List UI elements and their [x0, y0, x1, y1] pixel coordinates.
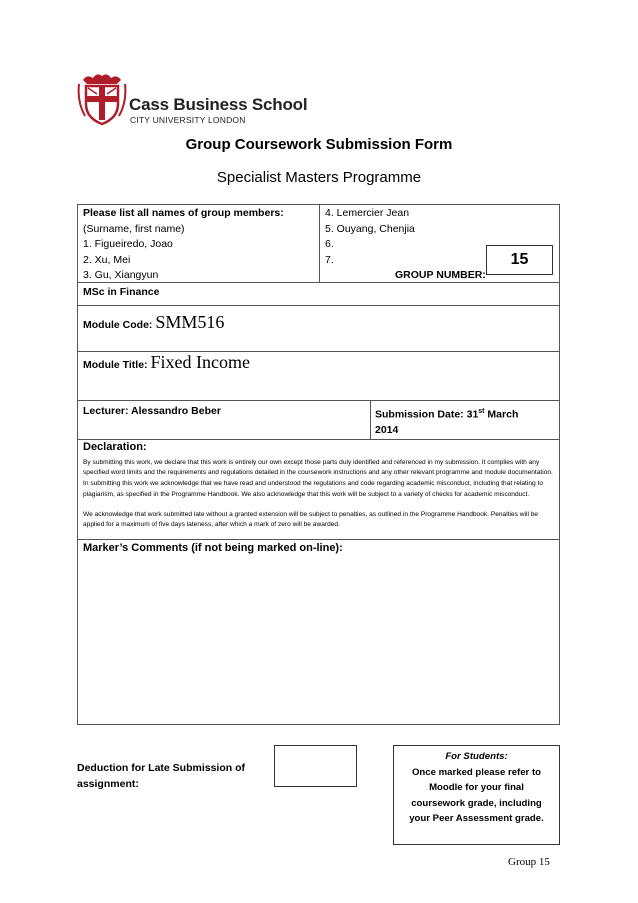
- module-title-row: [83, 352, 250, 374]
- declaration: [83, 440, 555, 531]
- member-6: 6.: [325, 238, 334, 250]
- logo-sub: CITY UNIVERSITY LONDON: [130, 115, 246, 125]
- submission-date: Submission Date: 31st March 2014: [375, 408, 519, 436]
- member-5: 5. Ouyang, Chenjia: [325, 222, 415, 235]
- members-format: (Surname, first name): [83, 222, 185, 235]
- member-7: 7.: [325, 253, 334, 266]
- form-subtitle: Specialist Masters Programme: [216, 169, 422, 186]
- submission-form: [77, 204, 560, 725]
- module-title-value: Fixed Income: [150, 352, 250, 372]
- deduction-label: Deduction for Late Submission of assignment:: [77, 762, 246, 790]
- group-number-label: GROUP NUMBER:: [395, 269, 486, 281]
- logo-name: Cass Business School: [129, 95, 308, 114]
- module-code-label: Module Code:: [83, 319, 153, 331]
- module-code-row: [83, 312, 225, 334]
- declaration-para-1: By submitting this work, we declare that this work is entirely our own except those parts duly identified and referenced in my submission. It complies with any specified word limits and the requirements and regulations detailed in the coursework instructions and any other relevant programme and module documentation. In submitting this work we acknowledge that we have read and understood the regulations and code regarding academic misconduct, including that relating to plagiarism, as specified in the Programme Handbook. We also acknowledge that this work will be subject to a variety of checks for academic misconduct.: [83, 458, 553, 498]
- member-4: 4. Lemercier Jean: [325, 207, 410, 219]
- students-text: Once marked please refer to Moodle for your final coursework grade, including your Peer Assessment grade.: [409, 766, 544, 824]
- students-box: [393, 745, 560, 845]
- lecturer: Lecturer: Alessandro Beber: [83, 405, 221, 417]
- form-title: Group Coursework Submission Form: [185, 136, 453, 153]
- deduction-box[interactable]: [274, 745, 357, 787]
- members-left: [83, 206, 318, 284]
- member-3: 3. Gu, Xiangyun: [83, 269, 159, 281]
- page-footer: Group 15: [508, 856, 550, 868]
- markers-comments-label: Marker’s Comments (if not being marked on-line):: [83, 542, 343, 554]
- members-heading: Please list all names of group members:: [83, 207, 284, 219]
- module-code-value: SMM516: [155, 312, 225, 332]
- module-title-label: Module Title:: [83, 359, 148, 371]
- member-2: 2. Xu, Mei: [83, 253, 131, 266]
- crest-icon: [77, 72, 127, 127]
- group-number-box: 15: [486, 245, 553, 275]
- students-heading: For Students:: [445, 751, 508, 762]
- programme: MSc in Finance: [83, 286, 160, 298]
- member-1: 1. Figueiredo, Joao: [83, 238, 173, 250]
- cass-logo: [77, 72, 308, 127]
- declaration-para-2: We acknowledge that work submitted late without a granted extension will be subject to penalties, as outlined in the Programme Handbook. Penalties will be applied for a maximum of five days lateness, after which a mark of zero will be awarded.: [83, 510, 539, 529]
- declaration-heading: Declaration:: [83, 441, 147, 453]
